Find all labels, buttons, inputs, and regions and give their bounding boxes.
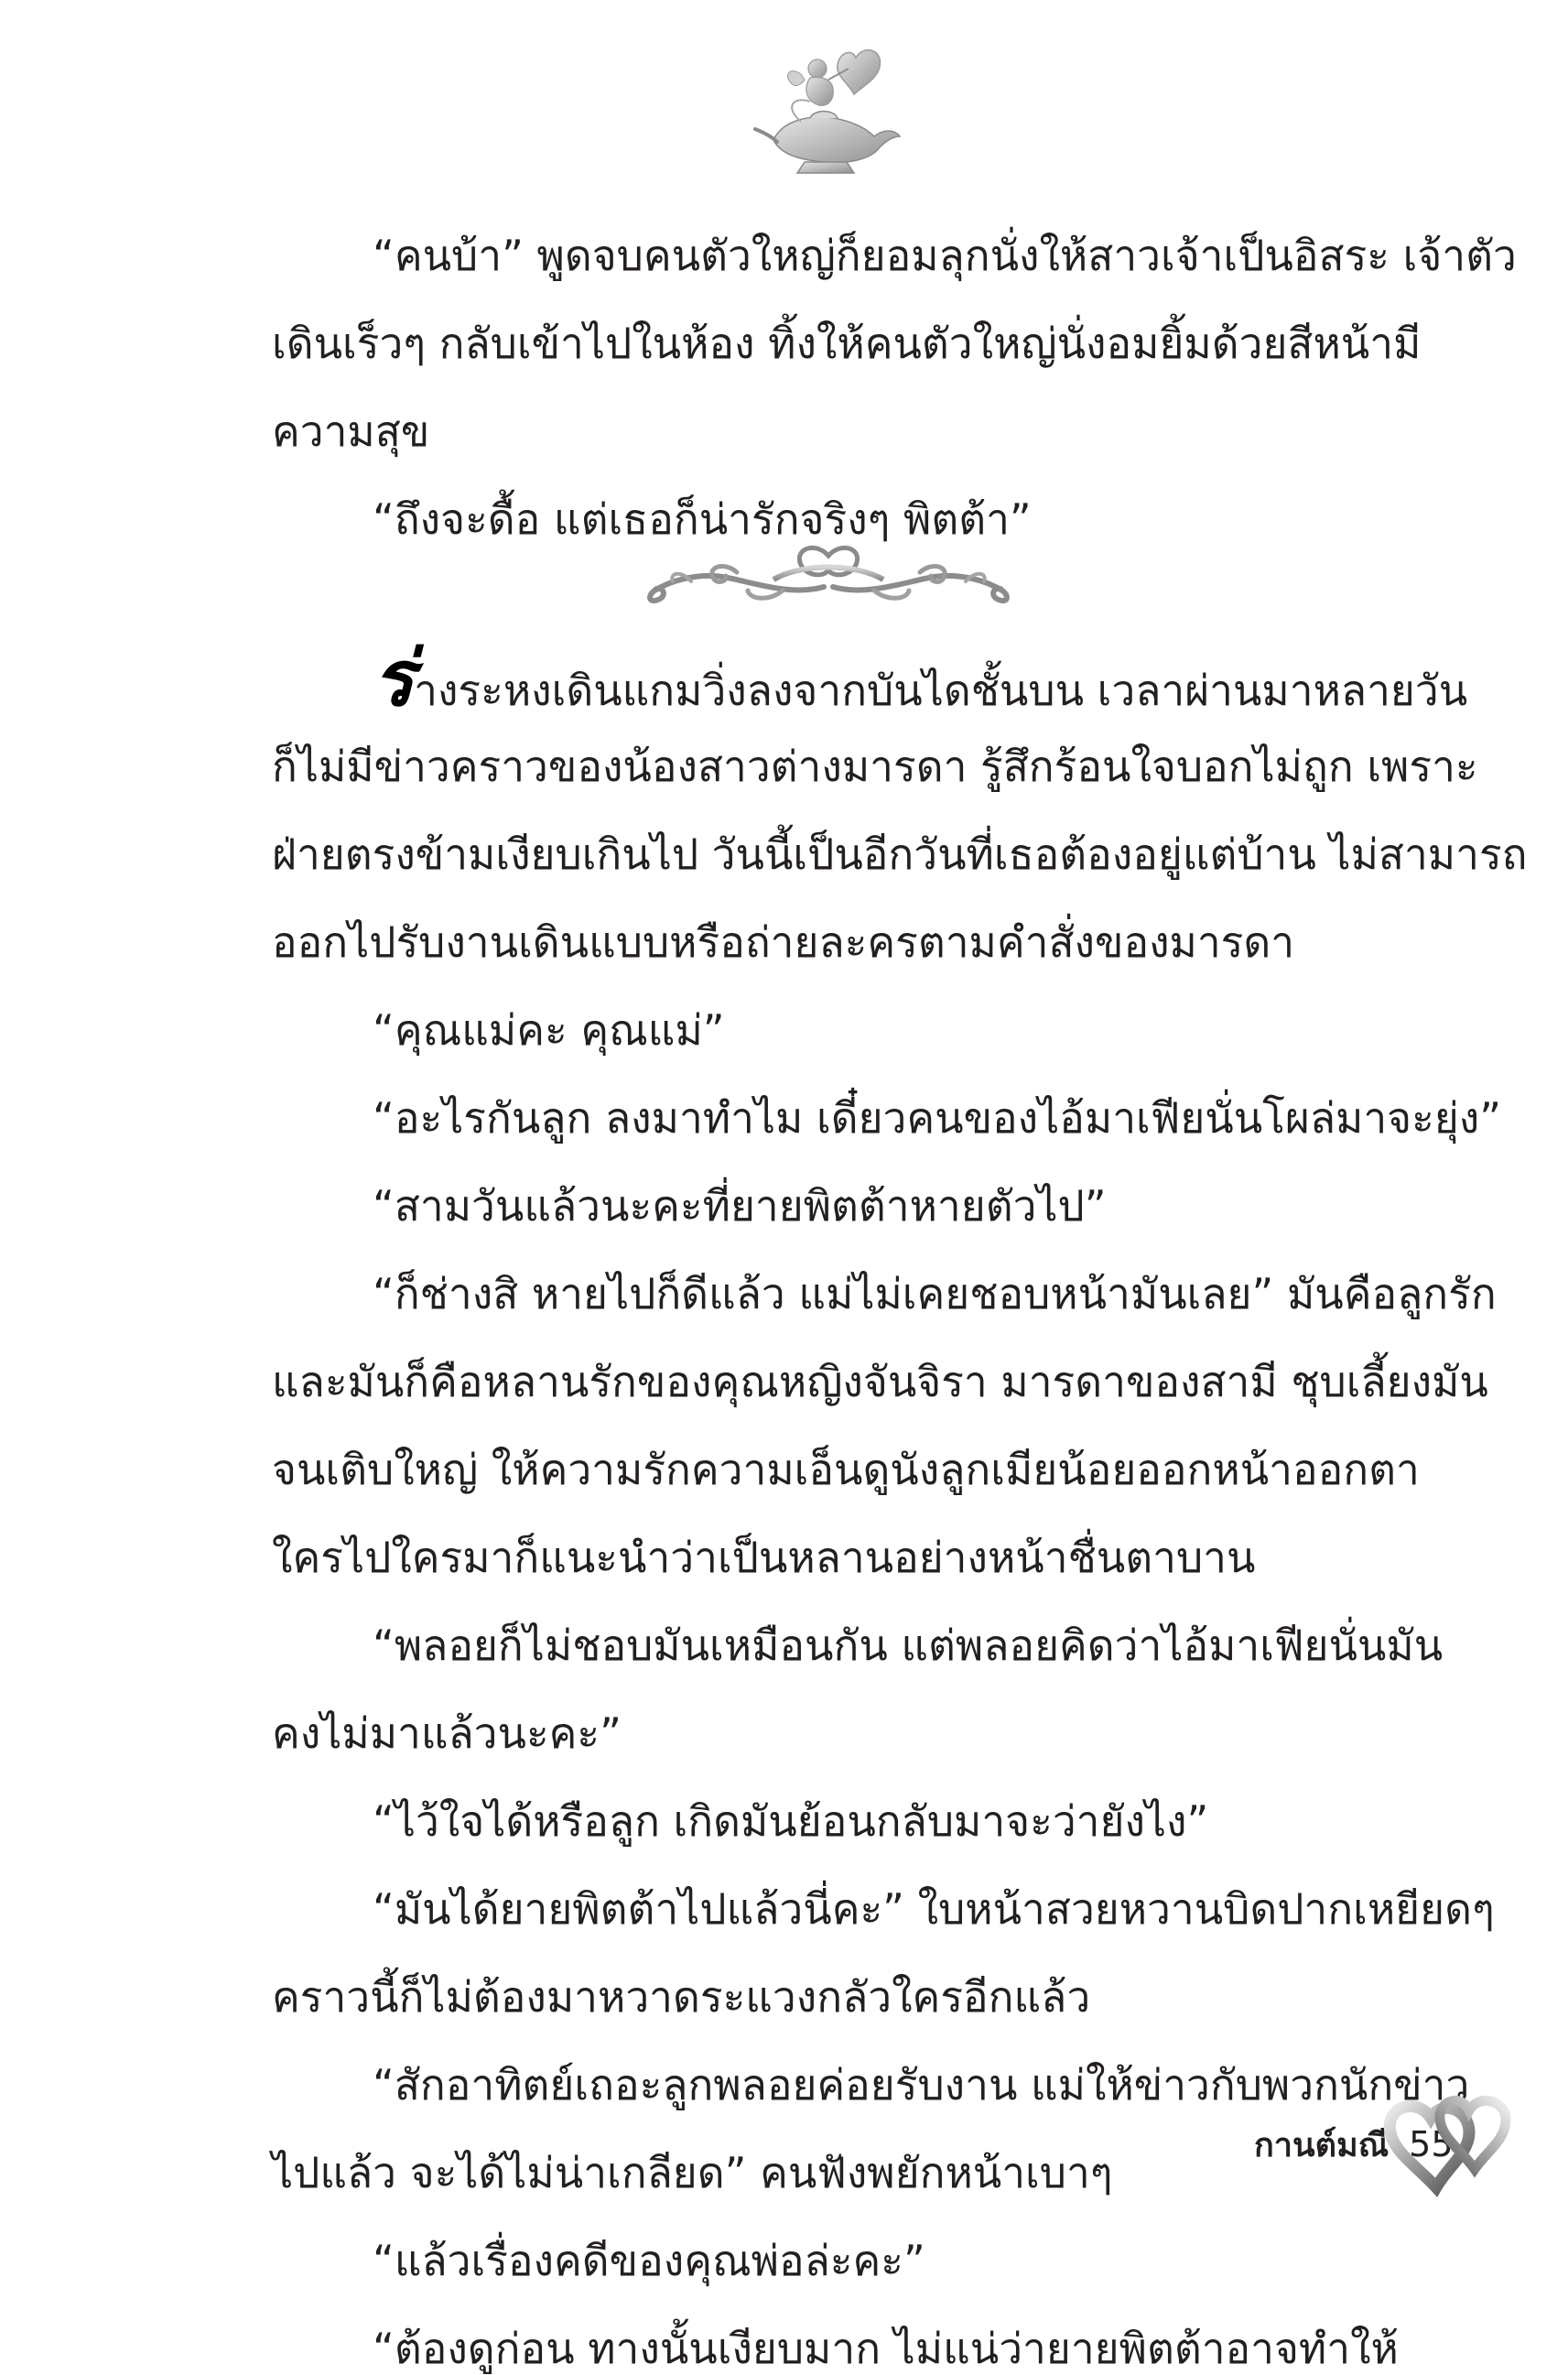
genie-lamp-cupid-icon (746, 41, 911, 179)
page-number: 55 (1409, 2124, 1454, 2164)
ornamental-flourish-divider (636, 536, 1021, 609)
drop-cap: ร่ (373, 633, 415, 723)
paragraph-line: ความสุข (272, 407, 430, 456)
dialogue-line: “แล้วเรื่องคดีของคุณพ่อล่ะคะ” (373, 2236, 925, 2285)
dialogue-line: “อะไรกันลูก ลงมาทำไม เดี๋ยวคนของไอ้มาเฟียนั่นโผล่มาจะยุ่ง” (373, 1093, 1502, 1143)
book-title: กานต์มณี (1254, 2126, 1390, 2164)
interlocking-hearts-icon (1378, 2092, 1515, 2202)
dialogue-line: “สักอาทิตย์เถอะลูกพลอยค่อยรับงาน แม่ให้ข่าวกับพวกนักข่าว (373, 2060, 1470, 2109)
paragraph-line: คราวนี้ก็ไม่ต้องมาหวาดระแวงกลัวใครอีกแล้ว (272, 1972, 1091, 2022)
paragraph-line: จนเติบใหญ่ ให้ความรักความเอ็นดูนังลูกเมียน้อยออกหน้าออกตา (272, 1445, 1420, 1494)
dialogue-line: “ต้องดูก่อน ทางนั้นเงียบมาก ไม่แน่ว่ายายพิตต้าอาจทำให้ (373, 2324, 1399, 2373)
paragraph-line: “ถึงจะดื้อ แต่เธอก็น่ารักจริงๆ พิตต้า” (373, 494, 1032, 544)
dialogue-line: “สามวันแล้วนะคะที่ยายพิตต้าหายตัวไป” (373, 1181, 1107, 1231)
dialogue-line: “คุณแม่คะ คุณแม่” (373, 1005, 725, 1055)
paragraph-line: และมันก็คือหลานรักของคุณหญิงจันจิรา มารดาของสามี ชุบเลี้ยงมัน (272, 1357, 1488, 1406)
paragraph-line: ก็ไม่มีข่าวคราวของน้องสาวต่างมารดา รู้สึกร้อนใจบอกไม่ถูก เพราะ (272, 742, 1478, 791)
dialogue-line: “ก็ช่างสิ หายไปก็ดีแล้ว แม่ไม่เคยชอบหน้ามันเลย” มันคือลูกรัก (373, 1269, 1497, 1318)
paragraph-line: ไปแล้ว จะได้ไม่น่าเกลียด” คนฟังพยักหน้าเบาๆ (272, 2148, 1113, 2197)
paragraph-line: เดินเร็วๆ กลับเข้าไปในห้อง ทิ้งให้คนตัวใหญ่นั่งอมยิ้มด้วยสีหน้ามี (272, 319, 1422, 368)
paragraph-line: ออกไปรับงานเดินแบบหรือถ่ายละครตามคำสั่งของมารดา (272, 917, 1295, 967)
paragraph-line: คงไม่มาแล้วนะคะ” (272, 1708, 622, 1758)
paragraph-first-line (373, 633, 1468, 723)
dialogue-line: “ไว้ใจได้หรือลูก เกิดมันย้อนกลับมาจะว่ายังไง” (373, 1796, 1209, 1846)
paragraph-line: ฝ่ายตรงข้ามเงียบเกินไป วันนี้เป็นอีกวันที่เธอต้องอยู่แต่บ้าน ไม่สามารถ (272, 830, 1528, 879)
dialogue-line: “พลอยก็ไม่ชอบมันเหมือนกัน แต่พลอยคิดว่าไอ้มาเฟียนั่นมัน (373, 1621, 1444, 1670)
first-line-text: างระหงเดินแกมวิ่งลงจากบันไดชั้นบน เวลาผ่านมาหลายวัน (414, 666, 1468, 715)
dialogue-line: “มันได้ยายพิตต้าไปแล้วนี่คะ” ใบหน้าสวยหวานบิดปากเหยียดๆ (373, 1884, 1495, 1934)
paragraph-line: “คนบ้า” พูดจบคนตัวใหญ่ก็ยอมลุกนั่งให้สาวเจ้าเป็นอิสระ เจ้าตัว (373, 231, 1517, 280)
paragraph-line: ใครไปใครมาก็แนะนำว่าเป็นหลานอย่างหน้าชื่นตาบาน (272, 1533, 1256, 1582)
